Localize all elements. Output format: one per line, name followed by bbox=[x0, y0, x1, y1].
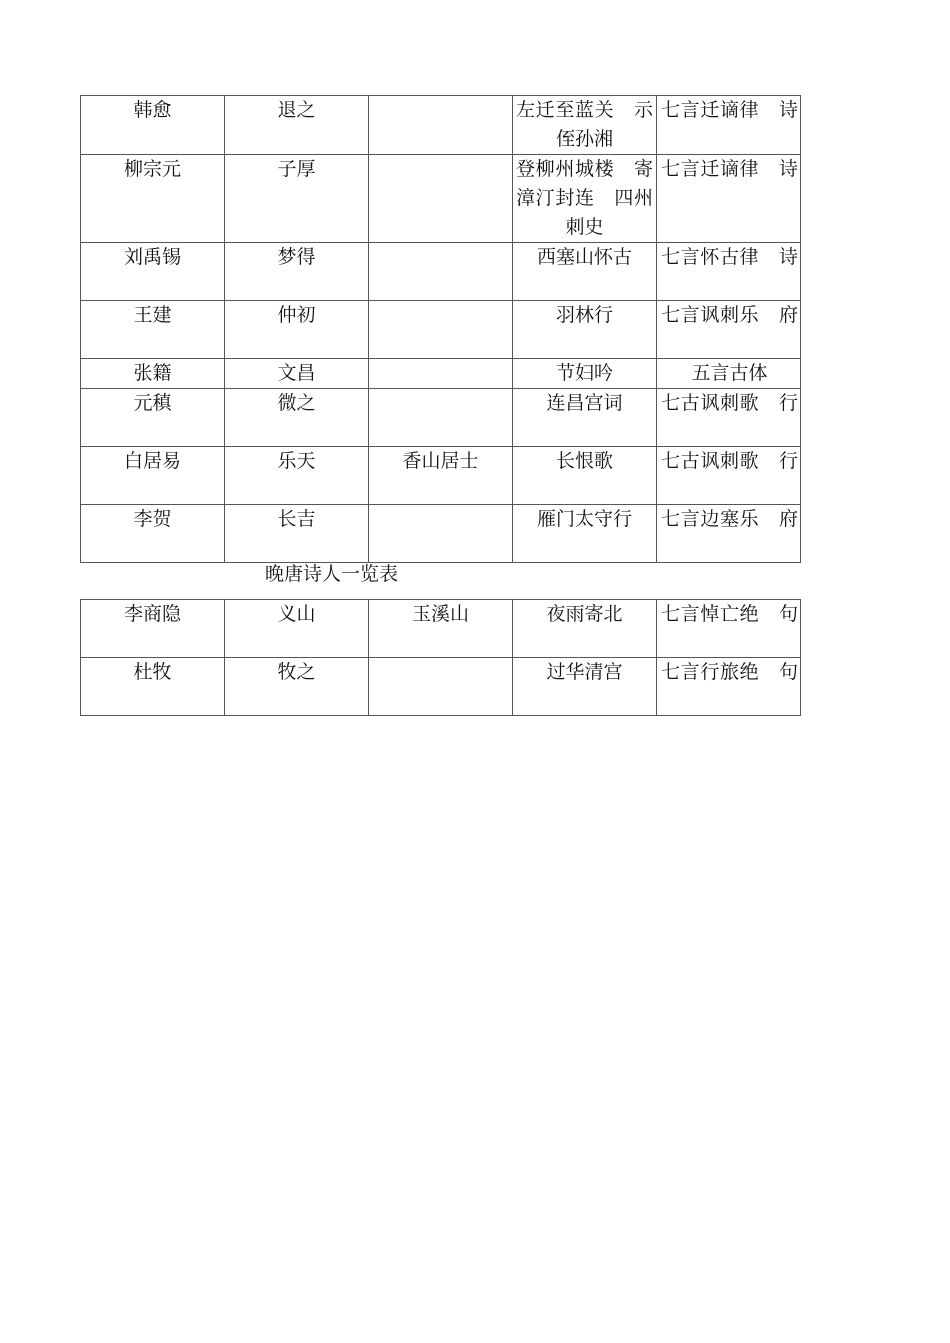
poem-title-cell: 左迁至蓝关 示侄孙湘 bbox=[513, 96, 657, 155]
poem-title-cell: 夜雨寄北 bbox=[513, 600, 657, 658]
poet-name-cell: 白居易 bbox=[81, 447, 225, 505]
sobriquet-cell bbox=[369, 658, 513, 716]
poet-name-cell: 刘禹锡 bbox=[81, 243, 225, 301]
courtesy-name-cell: 梦得 bbox=[225, 243, 369, 301]
table-row bbox=[81, 301, 801, 359]
sobriquet-cell bbox=[369, 243, 513, 301]
table-row bbox=[81, 600, 801, 658]
poem-form-cell: 七言行旅绝 句 bbox=[657, 658, 801, 716]
poet-name-cell: 李贺 bbox=[81, 505, 225, 563]
sobriquet-cell: 香山居士 bbox=[369, 447, 513, 505]
poet-name-cell: 李商隐 bbox=[81, 600, 225, 658]
sobriquet-cell: 玉溪山 bbox=[369, 600, 513, 658]
courtesy-name-cell: 仲初 bbox=[225, 301, 369, 359]
poet-name-cell: 王建 bbox=[81, 301, 225, 359]
poem-form-cell: 五言古体 bbox=[657, 359, 801, 389]
poem-form-cell: 七古讽刺歌 行 bbox=[657, 389, 801, 447]
poem-form-cell: 七古讽刺歌 行 bbox=[657, 447, 801, 505]
poem-form-cell: 七言讽刺乐 府 bbox=[657, 301, 801, 359]
poem-form-cell: 七言迁谪律 诗 bbox=[657, 96, 801, 155]
table-row bbox=[81, 96, 801, 155]
poet-name-cell: 柳宗元 bbox=[81, 155, 225, 243]
sobriquet-cell bbox=[369, 301, 513, 359]
poem-title-cell: 登柳州城楼 寄漳汀封连 四州刺史 bbox=[513, 155, 657, 243]
poem-title-cell: 长恨歌 bbox=[513, 447, 657, 505]
sobriquet-cell bbox=[369, 505, 513, 563]
courtesy-name-cell: 长吉 bbox=[225, 505, 369, 563]
poem-form-cell: 七言悼亡绝 句 bbox=[657, 600, 801, 658]
poem-title-cell: 西塞山怀古 bbox=[513, 243, 657, 301]
poem-title-cell: 节妇吟 bbox=[513, 359, 657, 389]
sobriquet-cell bbox=[369, 359, 513, 389]
mid-tang-poets-table bbox=[80, 95, 801, 563]
courtesy-name-cell: 文昌 bbox=[225, 359, 369, 389]
table-row bbox=[81, 243, 801, 301]
poem-title-cell: 过华清宫 bbox=[513, 658, 657, 716]
poet-name-cell: 张籍 bbox=[81, 359, 225, 389]
courtesy-name-cell: 退之 bbox=[225, 96, 369, 155]
sobriquet-cell bbox=[369, 96, 513, 155]
table-row bbox=[81, 389, 801, 447]
table-row bbox=[81, 505, 801, 563]
courtesy-name-cell: 义山 bbox=[225, 600, 369, 658]
poem-title-cell: 羽林行 bbox=[513, 301, 657, 359]
table-row bbox=[81, 658, 801, 716]
table-row bbox=[81, 359, 801, 389]
poet-name-cell: 韩愈 bbox=[81, 96, 225, 155]
courtesy-name-cell: 牧之 bbox=[225, 658, 369, 716]
table-row bbox=[81, 447, 801, 505]
late-tang-poets-table bbox=[80, 599, 801, 716]
poem-form-cell: 七言迁谪律 诗 bbox=[657, 155, 801, 243]
sobriquet-cell bbox=[369, 389, 513, 447]
courtesy-name-cell: 微之 bbox=[225, 389, 369, 447]
courtesy-name-cell: 子厚 bbox=[225, 155, 369, 243]
table-row bbox=[81, 155, 801, 243]
poem-form-cell: 七言边塞乐 府 bbox=[657, 505, 801, 563]
poet-name-cell: 元稹 bbox=[81, 389, 225, 447]
late-tang-table-caption: 晚唐诗人一览表 bbox=[265, 563, 399, 585]
poem-title-cell: 雁门太守行 bbox=[513, 505, 657, 563]
courtesy-name-cell: 乐天 bbox=[225, 447, 369, 505]
poem-title-cell: 连昌宫词 bbox=[513, 389, 657, 447]
poem-form-cell: 七言怀古律 诗 bbox=[657, 243, 801, 301]
poet-name-cell: 杜牧 bbox=[81, 658, 225, 716]
sobriquet-cell bbox=[369, 155, 513, 243]
